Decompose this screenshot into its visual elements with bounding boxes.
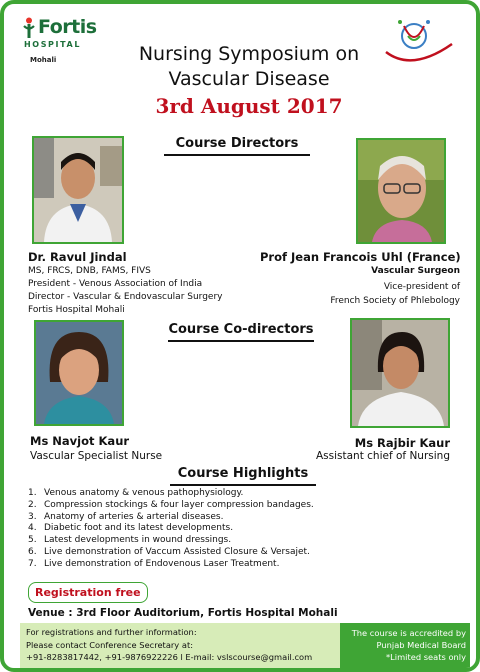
highlights-list <box>28 488 458 571</box>
portrait-man-icon <box>34 138 122 242</box>
section-directors-rule <box>164 154 310 156</box>
portrait-woman-icon <box>36 322 122 424</box>
event-date: 3rd August 2017 <box>155 94 343 118</box>
director-1-line-3: Director - Vascular & Endovascular Surgery <box>28 292 223 302</box>
codirector-1-role: Vascular Specialist Nurse <box>30 450 163 462</box>
list-item: 3. Anatomy of arteries & arterial diseases. <box>28 511 224 522</box>
list-item: 1. Venous anatomy & venous pathophysiology. <box>28 488 244 498</box>
footer-contact-line-2: Please contact Conference Secretary at: <box>26 639 193 650</box>
list-item: 7. Live demonstration of Endovenous Laser Treatment. <box>28 558 280 569</box>
section-directors-label: Course Directors <box>175 136 299 151</box>
photo-jean-francois-uhl <box>356 138 446 244</box>
title-line-1: Nursing Symposium on <box>138 43 360 65</box>
director-2-name: Prof Jean Francois Uhl (France) <box>260 250 461 264</box>
portrait-man-icon <box>358 140 444 242</box>
director-1-name: Dr. Ravul Jindal <box>28 250 127 264</box>
venue-text: Venue : 3rd Floor Auditorium, Fortis Hospital Mohali <box>28 607 338 619</box>
footer-accr-line-3: *Limited seats only <box>386 652 466 663</box>
director-2-role: Vascular Surgeon <box>371 266 460 276</box>
section-codirectors-label: Course Co-directors <box>168 322 314 337</box>
section-codirectors-rule <box>168 340 314 342</box>
list-item: 4. Diabetic foot and its latest developments. <box>28 523 234 534</box>
title-line-2: Vascular Disease <box>168 68 330 90</box>
fortis-mark-icon <box>22 17 36 39</box>
section-highlights <box>170 466 316 486</box>
photo-navjot-kaur <box>34 320 124 426</box>
director-1-line-2: President - Venous Association of India <box>28 279 203 289</box>
section-highlights-rule <box>170 484 316 486</box>
list-item: 6. Live demonstration of Vaccum Assisted Closure & Versajet. <box>28 546 310 557</box>
fortis-logo-word: Fortis <box>38 16 97 38</box>
footer-contact-line-3: +91-8283817442, +91-9876922226 l E-mail: vslscourse@gmail.com <box>26 652 313 662</box>
footer-accr-line-2: Punjab Medical Board <box>376 640 466 651</box>
section-directors <box>164 136 310 156</box>
poster-title <box>104 42 394 92</box>
footer-contact-line-1: For registrations and further information: <box>26 627 197 637</box>
section-codirectors <box>168 322 314 342</box>
codirector-2-name: Ms Rajbir Kaur <box>354 436 450 450</box>
fortis-logo-location: Mohali <box>30 56 57 64</box>
codirector-1-name: Ms Navjot Kaur <box>30 434 130 448</box>
list-item: 5. Latest developments in wound dressings. <box>28 535 232 546</box>
codirector-2-role: Assistant chief of Nursing <box>315 450 450 462</box>
registration-badge: Registration free <box>28 582 148 603</box>
photo-ravul-jindal <box>32 136 124 244</box>
fortis-logo-sub: HOSPITAL <box>24 40 82 49</box>
section-highlights-label: Course Highlights <box>177 466 309 481</box>
director-2-line-2: French Society of Phlebology <box>330 296 460 306</box>
footer-accreditation <box>340 623 470 668</box>
portrait-woman-icon <box>352 320 448 426</box>
list-item: 2. Compression stockings & four layer compression bandages. <box>28 499 314 510</box>
director-1-line-4: Fortis Hospital Mohali <box>28 305 125 315</box>
footer-contact <box>20 623 340 668</box>
director-1-line-1: MS, FRCS, DNB, FAMS, FIVS <box>28 266 151 276</box>
director-2-line-1: Vice-president of <box>383 282 460 292</box>
photo-rajbir-kaur <box>350 318 450 428</box>
footer-accr-line-1: The course is accredited by <box>351 628 466 638</box>
